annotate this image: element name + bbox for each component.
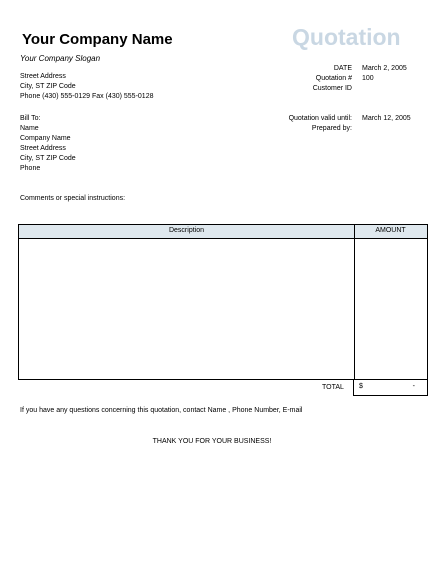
company-name: Your Company Name (22, 31, 173, 48)
address-line: Phone (430) 555-0129 Fax (430) 555-0128 (20, 93, 154, 100)
company-address (20, 72, 153, 102)
bill-to-line: Name (20, 125, 39, 132)
bill-to-line: Street Address (20, 145, 66, 152)
table-header (19, 225, 427, 239)
validity-values (362, 114, 411, 134)
thank-you-note: THANK YOU FOR YOUR BUSINESS! (152, 438, 272, 445)
bill-to-line: Company Name (20, 135, 71, 142)
valid-until-label: Quotation valid until: (288, 115, 352, 122)
customer-id-label: Customer ID (312, 85, 352, 92)
validity-labels (250, 114, 352, 134)
total-label: TOTAL (322, 384, 344, 391)
comments-label: Comments or special instructions: (20, 195, 126, 202)
meta-labels (250, 64, 352, 94)
company-slogan: Your Company Slogan (20, 54, 101, 63)
quotation-number-label: Quotation # (315, 75, 352, 82)
total-value: - (412, 383, 415, 390)
amount-header: AMOUNT (375, 227, 406, 234)
address-line: City, ST ZIP Code (20, 83, 76, 90)
date-value: March 2, 2005 (362, 65, 407, 72)
meta-values (362, 64, 407, 94)
prepared-by-label: Prepared by: (311, 125, 352, 132)
address-line: Street Address (20, 73, 66, 80)
column-divider (354, 225, 355, 379)
bill-to-line: City, ST ZIP Code (20, 155, 76, 162)
total-currency: $ (359, 383, 363, 390)
date-label: DATE (333, 65, 352, 72)
total-cell (353, 380, 428, 396)
document-title: Quotation (292, 24, 401, 50)
valid-until-value: March 12, 2005 (362, 115, 411, 122)
line-items-table (18, 224, 428, 380)
quotation-number-value: 100 (362, 75, 374, 82)
bill-to-line: Phone (20, 165, 41, 172)
description-header: Description (168, 227, 204, 234)
contact-note: If you have any questions concerning this quotation, contact Name , Phone Number, E-mail (20, 407, 303, 414)
prepared-by-value (362, 124, 411, 134)
bill-to-label: Bill To: (20, 115, 41, 122)
bill-to-block (20, 114, 76, 174)
customer-id-value (362, 84, 407, 94)
